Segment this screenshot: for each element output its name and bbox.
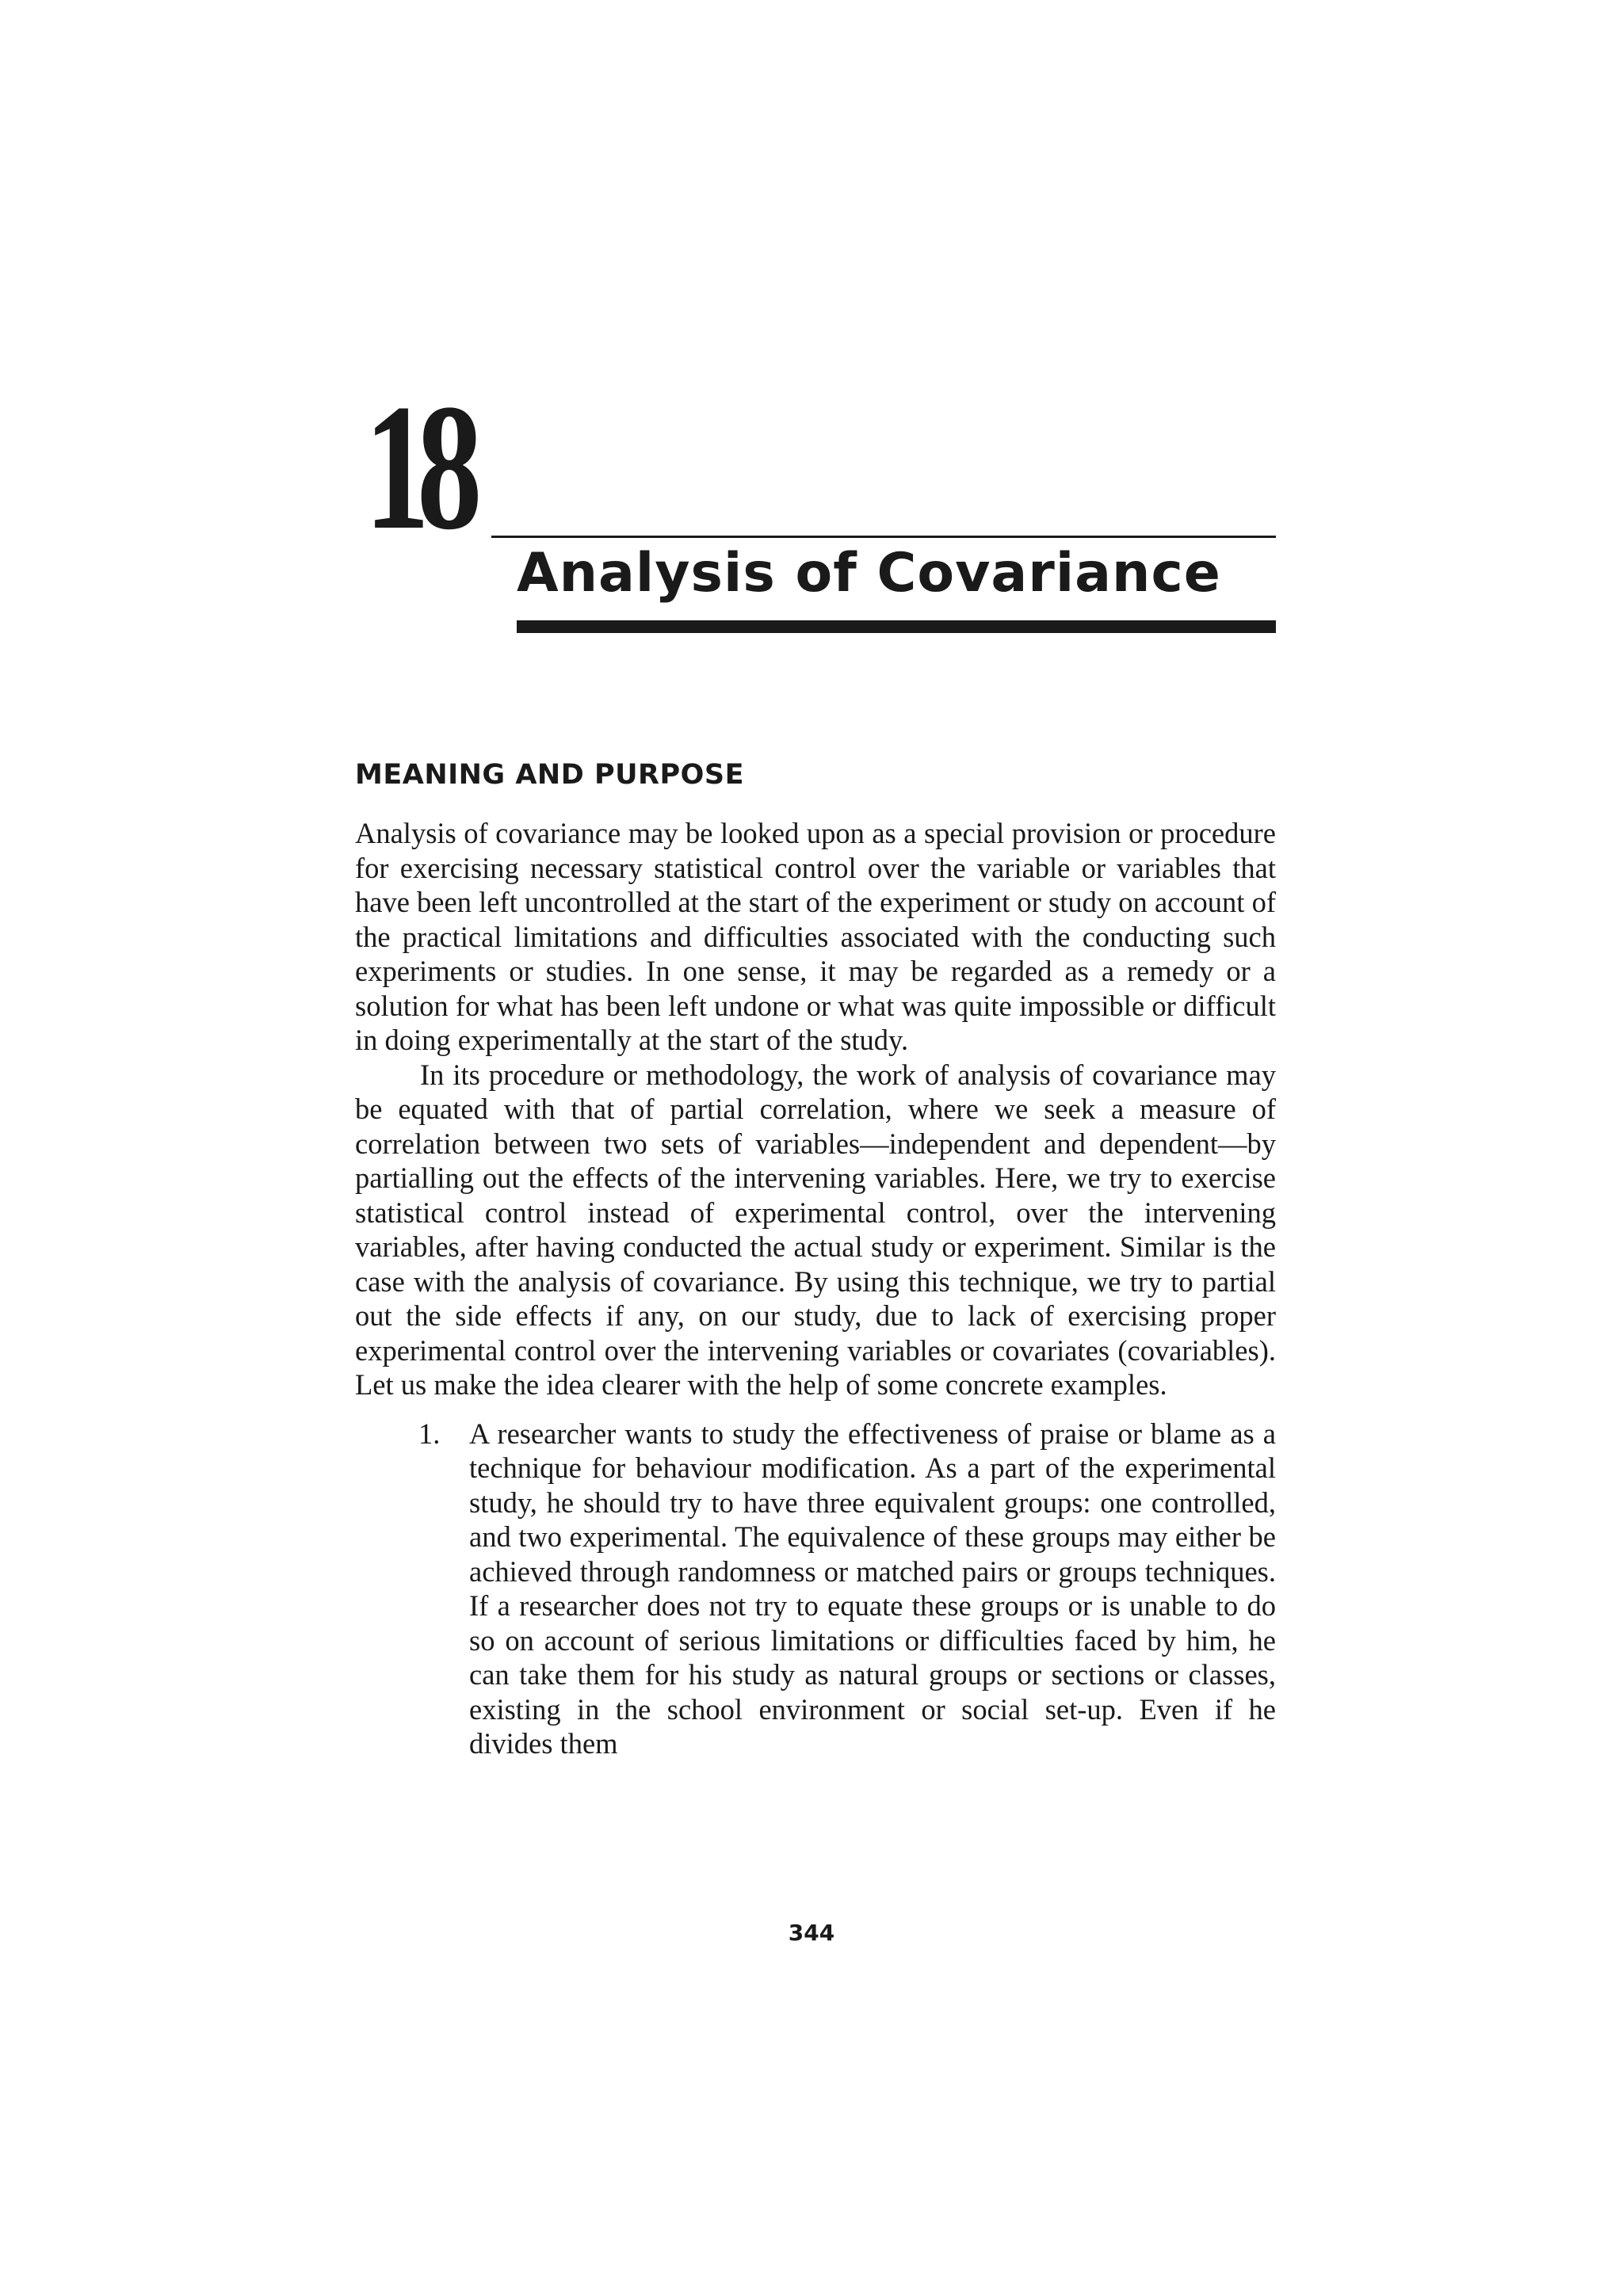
- chapter-title-rule-thin: [491, 536, 1276, 538]
- chapter-number: 18: [365, 368, 470, 567]
- examples-list: [355, 1417, 1276, 1761]
- chapter-title-rule-thick: [517, 620, 1276, 633]
- paragraph-intro: Analysis of covariance may be looked upon as a special provision or procedure for exercising necessary statistical control over the variable or variables that have been left uncontrolled at the start of the experiment or study on account of the practical limitations and difficulties associated with the conducting such experiments or studies. In one sense, it may be regarded as a remedy or a solution for what has been left undone or what was quite impossible or difficult in doing experimentally at the start of the study.: [355, 817, 1276, 1056]
- page-number: 344: [788, 1920, 835, 1946]
- list-item-text: A researcher wants to study the effectiveness of praise or blame as a technique for behaviour modification. As a part of the experimental study, he should try to have three equivalent groups: one controlled, and two experimental. The equivalence of these groups may either be achieved through randomness or matched pairs or groups techniques. If a researcher does not try to equate these groups or is unable to do so on account of serious limitations or difficulties faced by him, he can take them for his study as natural groups or sections or classes, existing in the school environment or social set-up. Even if he divides them: [469, 1417, 1276, 1760]
- list-item: [355, 1417, 1276, 1761]
- section-heading: MEANING AND PURPOSE: [355, 759, 745, 791]
- chapter-title: Analysis of Covariance: [517, 542, 1221, 605]
- body-text: [355, 816, 1276, 1761]
- list-item-number: 1.: [418, 1417, 441, 1450]
- paragraph-methodology: In its procedure or methodology, the work of analysis of covariance may be equated with that of partial correlation, where we seek a measure of correlation between two sets of variables—independent and dependent—by partialling out the effects of the intervening variables. Here, we try to exercise statistical control instead of experimental control, over the intervening variables, after having conducted the actual study or experiment. Similar is the case with the analysis of covariance. By using this technique, we try to partial out the side effects if any, on our study, due to lack of exercising proper experimental control over the intervening variables or covariates (covariables). Let us make the idea clearer with the help of some concrete examples.: [355, 1058, 1276, 1401]
